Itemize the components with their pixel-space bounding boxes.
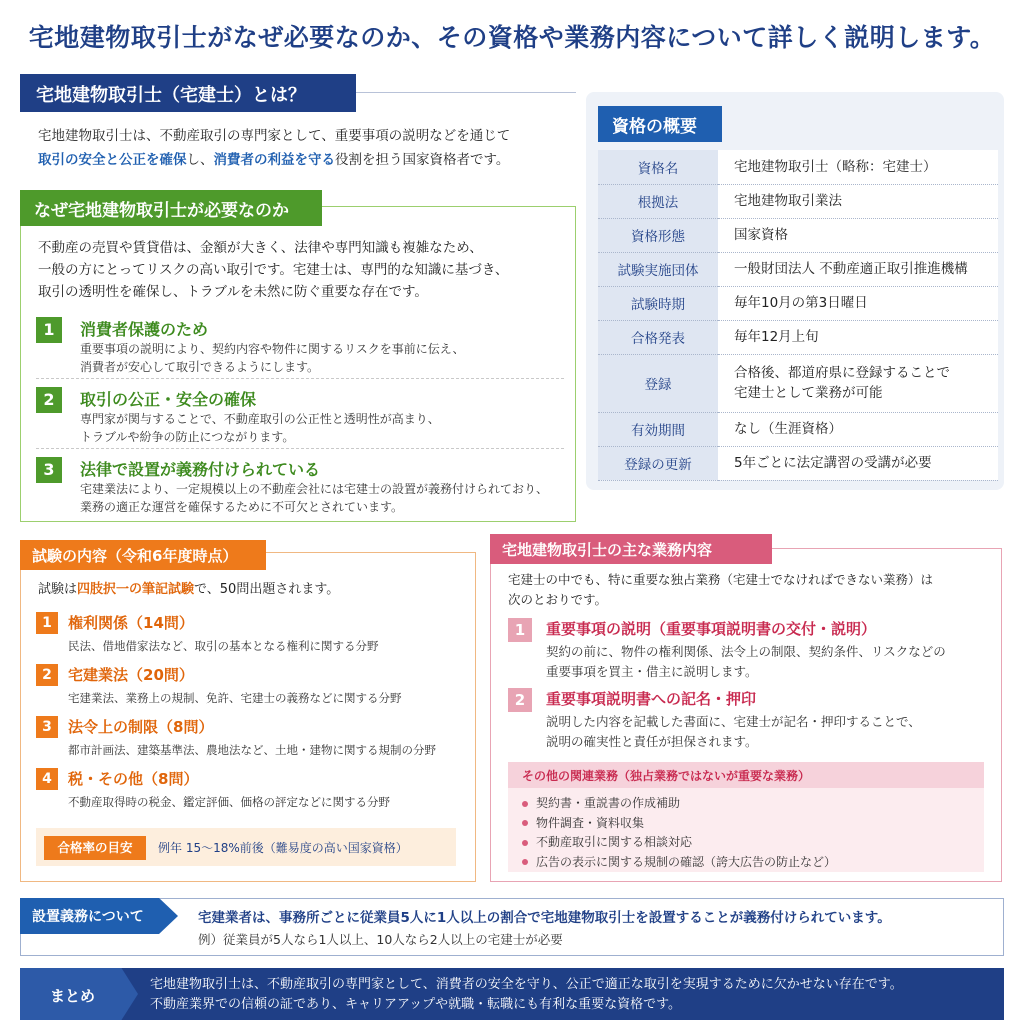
divider <box>36 448 564 449</box>
what-line-2 <box>38 148 598 172</box>
overview-heading: 資格の概要 <box>598 106 722 142</box>
divider <box>356 92 576 93</box>
exam-intro-post: で、50問出題されます。 <box>194 582 340 597</box>
why-item-title: 取引の公正・安全の確保 <box>80 390 257 409</box>
duty-item-desc <box>546 712 986 752</box>
desc-line: 宅建業法により、一定規模以上の不動産会社には宅建士の設置が義務付けられており、 <box>80 482 549 496</box>
exam-heading: 試験の内容（令和6年度時点） <box>20 540 266 570</box>
divider <box>36 378 564 379</box>
number-badge: 4 <box>36 768 58 790</box>
why-heading: なぜ宅地建物取引士が必要なのか <box>20 190 322 226</box>
number-badge: 1 <box>36 612 58 634</box>
row-value: 一般財団法人 不動産適正取引推進機構 <box>718 252 998 286</box>
exam-intro <box>38 578 339 597</box>
exam-item-desc: 不動産取得時の税金、鑑定評価、価格の評定などに関する分野 <box>68 795 390 809</box>
table-row <box>598 354 998 412</box>
exam-item-title: 宅建業法（20問） <box>68 666 194 684</box>
table-row <box>598 412 998 446</box>
table-row <box>598 218 998 252</box>
exam-item-title: 権利関係（14問） <box>68 614 194 632</box>
exam-item-desc: 宅建業法、業務上の規制、免許、宅建士の義務などに関する分野 <box>68 691 402 705</box>
desc-line: 重要事項を買主・借主に説明します。 <box>546 664 758 679</box>
placement-heading <box>20 898 178 934</box>
list-item-text: 契約書・重説書の作成補助 <box>536 796 681 810</box>
row-value <box>718 354 998 412</box>
exam-item <box>36 768 466 812</box>
exam-intro-highlight: 四肢択一の筆記試験 <box>77 582 195 597</box>
row-value: 宅地建物取引業法 <box>718 184 998 218</box>
exam-item-desc: 民法、借地借家法など、取引の基本となる権利に関する分野 <box>68 639 379 653</box>
why-text-line: 不動産の売買や賃貸借は、金額が大きく、法律や専門知識も複雑なため、 <box>38 240 483 256</box>
list-item-text: 不動産取引に関する相談対応 <box>536 835 693 849</box>
number-badge: 2 <box>508 688 532 712</box>
number-badge: 3 <box>36 716 58 738</box>
row-key: 有効期間 <box>598 412 718 446</box>
summary-line: 不動産業界での信頼の証であり、キャリアアップや就職・転職にも有利な重要な資格です。 <box>150 997 682 1012</box>
row-value-line: 合格後、都道府県に登録することで <box>734 365 950 381</box>
table-row <box>598 184 998 218</box>
why-item <box>36 457 566 519</box>
why-item-title: 消費者保護のため <box>80 320 209 339</box>
why-item-title: 法律で設置が義務付けられている <box>80 460 321 479</box>
duty-item-desc <box>546 642 986 682</box>
duties-intro-line: 宅建士の中でも、特に重要な独占業務（宅建士でなければできない業務）は <box>508 572 934 587</box>
why-text-line: 一般の方にとってリスクの高い取引です。宅建士は、専門的な知識に基づき、 <box>38 262 509 278</box>
row-value: 国家資格 <box>718 218 998 252</box>
row-value: 宅地建物取引士（略称：宅建士） <box>718 150 998 184</box>
list-item-text: 広告の表示に関する規制の確認（誇大広告の防止など） <box>536 854 837 869</box>
overview-table <box>598 150 998 481</box>
row-key: 根拠法 <box>598 184 718 218</box>
related-duties-heading: その他の関連業務（独占業務ではないが重要な業務） <box>508 762 984 788</box>
list-item <box>522 833 836 853</box>
row-value-line: 宅建士として業務が可能 <box>734 385 883 401</box>
desc-line: 業務の適正な運営を確保するために不可欠とされています。 <box>80 500 404 514</box>
bullet-icon <box>522 820 528 826</box>
duty-item-title: 重要事項の説明（重要事項説明書の交付・説明） <box>546 620 877 638</box>
page-title: 宅地建物取引士がなぜ必要なのか、その資格や業務内容について詳しく説明します。 <box>28 23 996 52</box>
desc-line: 説明した内容を記載した書面に、宅建士が記名・押印することで、 <box>546 714 921 729</box>
desc-line: 専門家が関与することで、不動産取引の公正性と透明性が高まり、 <box>80 412 440 426</box>
duties-heading: 宅地建物取引士の主な業務内容 <box>490 534 772 564</box>
why-item <box>36 387 566 449</box>
duty-item <box>508 618 988 680</box>
table-row <box>598 320 998 354</box>
what-line-2-end: 役割を担う国家資格者です。 <box>335 152 510 168</box>
bullet-icon <box>522 859 528 865</box>
placement-heading-label: 設置義務について <box>32 909 144 925</box>
list-item <box>522 794 836 814</box>
summary-heading: まとめ <box>50 987 96 1005</box>
exam-item <box>36 664 466 708</box>
what-line-1: 宅地建物取引士は、不動産取引の専門家として、重要事項の説明などを通じて <box>38 128 511 144</box>
exam-item-title: 法令上の制限（8問） <box>68 718 214 736</box>
number-badge: 3 <box>36 457 62 483</box>
duty-item-title: 重要事項説明書への記名・押印 <box>546 690 757 708</box>
why-item <box>36 317 566 379</box>
summary-line: 宅地建物取引士は、不動産取引の専門家として、消費者の安全を守り、公正で適正な取引を実現するために欠かせない存在です。 <box>150 977 903 992</box>
desc-line: トラブルや紛争の防止につながります。 <box>80 430 295 444</box>
bullet-icon <box>522 801 528 807</box>
table-row <box>598 446 998 480</box>
row-value: 毎年12月上旬 <box>718 320 998 354</box>
desc-line: 重要事項の説明により、契約内容や物件に関するリスクを事前に伝え、 <box>80 342 465 356</box>
why-item-desc <box>80 410 570 446</box>
exam-item-desc: 都市計画法、建築基準法、農地法など、土地・建物に関する規制の分野 <box>68 743 436 757</box>
number-badge: 1 <box>508 618 532 642</box>
highlight-consumer: 消費者の利益を守る <box>213 152 335 168</box>
exam-item <box>36 716 466 760</box>
what-text <box>38 124 598 172</box>
duties-intro-line: 次のとおりです。 <box>508 592 608 607</box>
list-item <box>522 853 836 873</box>
number-badge: 1 <box>36 317 62 343</box>
exam-item <box>36 612 466 656</box>
desc-line: 消費者が安心して取引できるようにします。 <box>80 360 320 374</box>
row-key: 登録 <box>598 354 718 412</box>
placement-main: 宅建業者は、事務所ごとに従業員5人に1人以上の割合で宅地建物取引士を設置することが義務付けられています。 <box>198 910 891 926</box>
desc-line: 契約の前に、物件の権利関係、法令上の制限、契約条件、リスクなどの <box>546 644 946 659</box>
row-key: 試験時期 <box>598 286 718 320</box>
bullet-icon <box>522 840 528 846</box>
why-item-desc <box>80 340 570 376</box>
summary-text <box>150 975 990 1015</box>
list-item <box>522 814 836 834</box>
row-key: 登録の更新 <box>598 446 718 480</box>
why-text-line: 取引の透明性を確保し、トラブルを未然に防ぐ重要な存在です。 <box>38 284 428 300</box>
row-key: 合格発表 <box>598 320 718 354</box>
list-item-text: 物件調査・資料収集 <box>536 815 645 830</box>
exam-intro-pre: 試験は <box>38 582 78 597</box>
desc-line: 説明の確実性と責任が担保されます。 <box>546 734 758 749</box>
what-line-2-mid: し、 <box>186 152 214 168</box>
what-heading: 宅地建物取引士（宅建士）とは？ <box>20 74 356 112</box>
why-text <box>38 237 568 303</box>
placement-example: 例）従業員が5人なら1人以上、10人なら2人以上の宅建士が必要 <box>198 932 563 947</box>
related-duties-box <box>508 762 984 872</box>
pass-rate-box <box>36 828 456 866</box>
row-value: なし（生涯資格） <box>718 412 998 446</box>
why-item-desc <box>80 480 570 516</box>
row-key: 資格形態 <box>598 218 718 252</box>
row-value: 毎年10月の第3日曜日 <box>718 286 998 320</box>
duty-item <box>508 688 988 750</box>
related-duties-list <box>522 794 836 872</box>
pass-rate-value: 例年 15〜18%前後（難易度の高い国家資格） <box>158 841 408 855</box>
duties-intro <box>508 570 988 610</box>
number-badge: 2 <box>36 664 58 686</box>
number-badge: 2 <box>36 387 62 413</box>
exam-item-title: 税・その他（8問） <box>68 770 199 788</box>
table-row <box>598 252 998 286</box>
row-key: 試験実施団体 <box>598 252 718 286</box>
row-key: 資格名 <box>598 150 718 184</box>
table-row <box>598 150 998 184</box>
row-value: 5年ごとに法定講習の受講が必要 <box>718 446 998 480</box>
highlight-safety: 取引の安全と公正を確保 <box>38 152 187 168</box>
table-row <box>598 286 998 320</box>
pass-rate-label: 合格率の目安 <box>44 836 146 860</box>
